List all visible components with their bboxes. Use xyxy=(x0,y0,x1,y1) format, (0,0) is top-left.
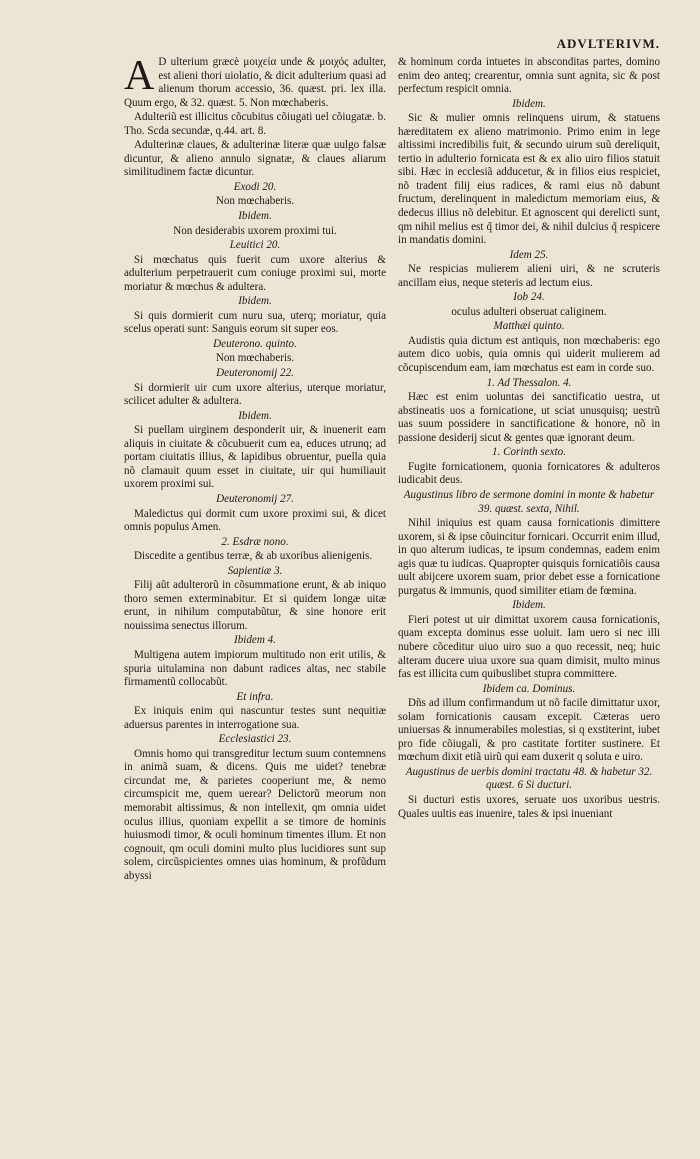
paragraph-text: Iob 24. xyxy=(513,291,545,304)
paragraph-text: Audistis quia dictum est antiquis, non mœchaberis: ego autem dico uobis, quia omnis qui uiderit mulierem ad cõcupiscendum eam, iam mœchatus est eam in corde suo. xyxy=(398,334,660,375)
text-paragraph xyxy=(124,579,386,633)
text-paragraph xyxy=(124,649,386,690)
paragraph-text: Fieri potest ut uir dimittat uxorem causa fornicationis, quam excepta dominus esse uoluit. Iam uero si nec illi nubere cõceditur uiuo uiro suo a quo recessit, neq; huic alteram ducere uiua uxore sua quam dimisit, multo minus fas est illicita cum quibuslibet stupra committere. xyxy=(398,613,660,681)
citation-reference xyxy=(124,239,386,253)
paragraph-text: Et infra. xyxy=(236,690,274,703)
citation-reference xyxy=(398,291,660,305)
citation-reference xyxy=(398,98,660,112)
paragraph-text: Exodi 20. xyxy=(233,180,277,193)
citation-reference xyxy=(398,446,660,460)
paragraph-text: Non mœchaberis. xyxy=(215,195,295,208)
citation-reference xyxy=(124,733,386,747)
scripture-line xyxy=(124,195,386,209)
paragraph-text: Ibidem. xyxy=(238,409,272,422)
citation-reference xyxy=(124,536,386,550)
text-paragraph xyxy=(398,517,660,598)
paragraph-text: Discedite a gentibus terræ, & ab uxoribus alienigenis. xyxy=(134,550,373,563)
citation-reference xyxy=(398,489,660,516)
paragraph-text: Deuterono. quinto. xyxy=(213,337,297,350)
text-paragraph xyxy=(124,111,386,138)
paragraph-text: Si quis dormierit cum nuru sua, uterq; moriatur, quia scelus operati sunt: Sanguis eorum sit super eos. xyxy=(124,309,386,336)
text-paragraph xyxy=(124,424,386,492)
citation-reference xyxy=(124,295,386,309)
running-header: ADVLTERIVM. xyxy=(556,36,660,51)
paragraph-text: Leuitici 20. xyxy=(229,239,281,252)
citation-reference xyxy=(124,338,386,352)
citation-reference xyxy=(398,249,660,263)
paragraph-text: Ne respicias mulierem alieni uiri, & ne scruteris ancillam eius, neque steteris ad lectum eius. xyxy=(398,263,660,289)
paragraph-text: Ibidem. xyxy=(512,599,546,612)
paragraph-text: Ibidem. xyxy=(512,97,546,110)
text-paragraph xyxy=(398,794,660,821)
paragraph-text: Ibidem. xyxy=(238,295,272,308)
text-paragraph xyxy=(398,56,660,97)
paragraph-text: & hominum corda intuetes in absconditas partes, domino enim deo anteq; crearentur, omnia sunt agnita, sic & post perfectum respicit omnia. xyxy=(398,56,660,96)
text-paragraph xyxy=(398,461,660,488)
paragraph-text: D ulterium græcè μοιχεία unde & μοιχός adulter, est alieni thori uiolatio, & dicit adulterium quasi ad alienum thorum accessio, 36. quæst. pri. lex illa. Quum ergo, & 32. quæst. 5. Non mœchaberis. xyxy=(124,56,386,109)
text-paragraph xyxy=(124,254,386,295)
paragraph-text: Sic & mulier omnis relinquens uirum, & statuens hæreditatem ex alieno matrimonio. Primo enim in lege altissimi incredibilis fuit, & secundo uirum suũ dereliquit, tertio in adulterio fornicata est & ex alio uiro filios statuit sibi. Hæc in ecclesiã adducetur, & in filios eius respiciet, nõ tradent filij eius radices, & rami eius nõ dabunt fructum, derelinquent in maledictum memoriam eius, & dedecus illius nõ delebitur. Et agnoscent qui derelicti sunt, qm nihil melius est q̃ timor dei, & nihil dulcius q̃ respicere in mandatis domini. xyxy=(398,112,660,247)
paragraph-text: Dñs ad illum confirmandum ut nõ facile dimittatur uxor, solam fornicationis causam excepit. Cæteras uero uniuersas & innumerabiles molestias, si q exstiterint, iubet pro fide cõiugali, & pro castitate fortiter sustinere. Et mœchum dixit etiã uirũ qui eam duxerit q soluta e uiro. xyxy=(398,697,660,764)
paragraph-text: Hæc est enim uoluntas dei sanctificatio uestra, ut abstineatis uos a fornicatione, ut sciat unusquisq; uestrũ uas suum possidere in sanctificatione & honore, nõ in passione desiderij sicut & gentes quæ ignorant deum. xyxy=(398,391,660,444)
text-paragraph xyxy=(398,112,660,247)
paragraph-text: Adulteriũ est illicitus cõcubitus cõiugati uel cõiugatæ. b. Tho. Scda secundæ, q.44. art. 8. xyxy=(124,111,386,137)
text-paragraph xyxy=(398,263,660,290)
paragraph-text: Augustinus de uerbis domini tractatu 48. & habetur 32. quæst. 6 Si ducturi. xyxy=(405,765,653,792)
drop-cap: A xyxy=(124,56,155,99)
paragraph-text: Nihil iniquius est quam causa fornicationis dimittere uxorem, si & ipse cõuincitur fornicari. Occurrit enim illud, in quo alterum iudicas, te ipsum condemnas, eadem enim agis quæ tu iudicas. Quapropter quisquis fornicatiõis causa uult abijcere uxorem suam, prior debet esse a fornicatione purgatus & immunis, quod similiter etiam de fœmina. xyxy=(398,517,660,597)
citation-reference xyxy=(124,181,386,195)
text-paragraph xyxy=(124,705,386,732)
paragraph-text: Ibidem 4. xyxy=(234,634,276,647)
citation-reference xyxy=(124,367,386,381)
paragraph-text: Matthæi quinto. xyxy=(493,320,565,333)
citation-reference xyxy=(398,766,660,793)
paragraph-text: 1. Ad Thessalon. 4. xyxy=(486,376,572,389)
text-paragraph xyxy=(124,56,386,110)
paragraph-text: Deuteronomij 22. xyxy=(216,367,294,380)
paragraph-text: Ibidem ca. Dominus. xyxy=(482,682,576,695)
text-paragraph xyxy=(124,310,386,337)
citation-reference xyxy=(124,493,386,507)
paragraph-text: Ibidem. xyxy=(238,210,272,223)
paragraph-text: Deuteronomij 27. xyxy=(216,492,294,505)
citation-reference xyxy=(124,634,386,648)
paragraph-text: Idem 25. xyxy=(509,248,549,261)
text-paragraph xyxy=(124,550,386,564)
citation-reference xyxy=(124,565,386,579)
paragraph-text: 1. Corinth sexto. xyxy=(492,446,566,459)
left-column xyxy=(124,56,386,884)
paragraph-text: Maledictus qui dormit cum uxore proximi sui, & dicet omnis populus Amen. xyxy=(124,507,386,534)
citation-reference xyxy=(398,599,660,613)
citation-reference xyxy=(398,683,660,697)
paragraph-text: Ex iniquis enim qui nascuntur testes sunt nequitiæ aduersus parentes in interrogatione sua. xyxy=(124,705,386,731)
citation-reference xyxy=(124,210,386,224)
paragraph-text: Si mœchatus quis fuerit cum uxore alterius & adulterium perpetrauerit cum coniuge proximi sui, morte moriatur & mœchus & adultera. xyxy=(124,253,386,293)
scripture-line xyxy=(398,306,660,320)
paragraph-text: Adulterinæ claues, & adulterinæ literæ quæ uulgo falsæ dicuntur, & alieno annulo signatæ, & claues aliarum similitudinem factæ dicuntur. xyxy=(124,139,386,179)
text-paragraph xyxy=(398,697,660,765)
right-column xyxy=(398,56,660,884)
paragraph-text: Sapientiæ 3. xyxy=(227,564,283,577)
paragraph-text: Omnis homo qui transgreditur lectum suum contemnens in animã suam, & dicens. Quis me uidet? tenebræ circundat me, & parietes cooperiunt me, & nemo circumspicit me, quem uerear? Delictorũ meorum non memorabit altissimus, & non intellexit, qm omnia uidet oculus illius, quoniam expellit a se timore de hominis huiusmodi timor, & oculi hominum timentes illum. Et non cognouit, qm oculi domini multo plus lucidiores sunt sup solem, circũspicientes omnes uias hominum, & profũdum abyssi xyxy=(124,747,386,882)
text-paragraph xyxy=(124,748,386,883)
text-paragraph xyxy=(398,335,660,376)
paragraph-text: 2. Esdræ nono. xyxy=(221,535,289,548)
scripture-line xyxy=(124,225,386,239)
paragraph-text: oculus adulteri obseruat caliginem. xyxy=(451,305,607,318)
text-paragraph xyxy=(398,391,660,445)
paragraph-text: Non mœchaberis. xyxy=(215,352,295,365)
paragraph-text: Si dormierit uir cum uxore alterius, uterque moriatur, scilicet adulter & adultera. xyxy=(124,381,386,408)
citation-reference xyxy=(398,377,660,391)
citation-reference xyxy=(124,691,386,705)
citation-reference xyxy=(398,320,660,334)
text-paragraph xyxy=(124,382,386,409)
scripture-line xyxy=(124,352,386,366)
text-paragraph xyxy=(398,614,660,682)
text-paragraph xyxy=(124,508,386,535)
text-paragraph xyxy=(124,139,386,180)
paragraph-text: Ecclesiastici 23. xyxy=(218,733,292,746)
columns xyxy=(124,56,660,884)
citation-reference xyxy=(124,410,386,424)
paragraph-text: Multigena autem impiorum multitudo non erit utilis, & spuria uitulamina non dabunt radices altas, nec stabile firmamentũ collocabũt. xyxy=(124,648,386,689)
paragraph-text: Non desiderabis uxorem proximi tui. xyxy=(173,224,337,237)
paragraph-text: Augustinus libro de sermone domini in monte & habetur 39. quæst. sexta, Nihil. xyxy=(403,488,655,515)
paragraph-text: Fugite fornicationem, quonia fornicatores & adulteros iudicabit deus. xyxy=(398,460,660,487)
paragraph-text: Si puellam uirginem desponderit uir, & inuenerit eam aliquis in ciuitate & cõcubuerit cum ea, educes utrunq; ad portam ciuitatis illius, & lapidibus obruentur, puella quia nõ clamauit quum esset in ciuitate, uir qui humiliauit uxorem proximi sui. xyxy=(124,424,386,491)
paragraph-text: Si ducturi estis uxores, seruate uos uxoribus uestris. Quales uultis eas inuenire, tales & ipsi inueniant xyxy=(398,793,660,820)
paragraph-text: Filij aũt adulterorũ in cõsummatione erunt, & ab iniquo thoro semen exterminabitur. Et si quidem longæ uitæ erunt, in nihilum computabũtur, & sine honore erit nouissima senectus illorum. xyxy=(124,579,386,632)
